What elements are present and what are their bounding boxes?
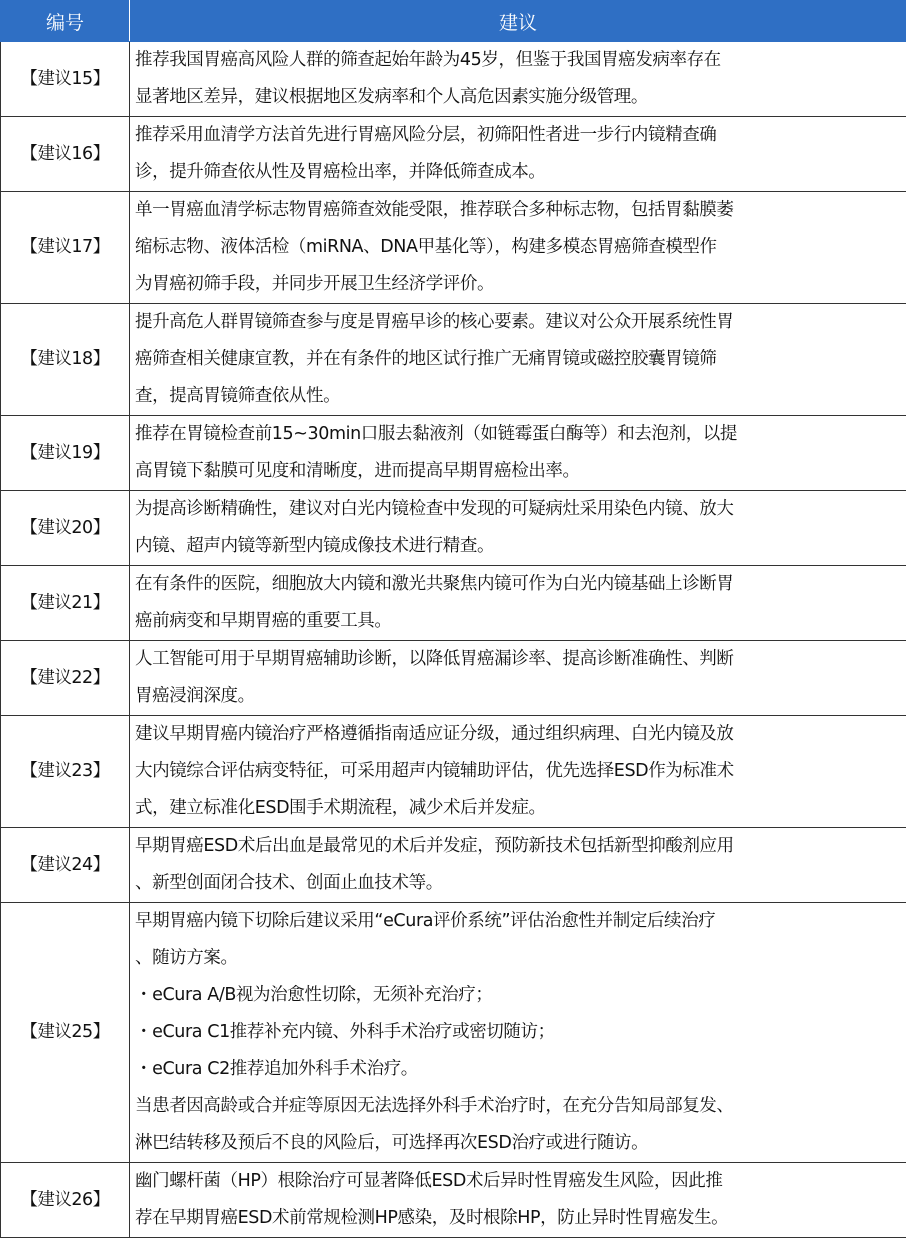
- table-row: [1, 716, 906, 828]
- text-line: 查，提高胃镜筛查依从性。: [135, 378, 902, 415]
- text-line: 早期胃癌ESD术后出血是最常见的术后并发症，预防新技术包括新型抑酸剂应用: [135, 828, 902, 865]
- recommendation-text: [130, 117, 906, 192]
- text-line: 为胃癌初筛手段，并同步开展卫生经济学评价。: [135, 266, 902, 303]
- table-row: [1, 416, 906, 491]
- text-line: 在有条件的医院，细胞放大内镜和激光共聚焦内镜可作为白光内镜基础上诊断胃: [135, 566, 902, 603]
- text-line: 为提高诊断精确性，建议对白光内镜检查中发现的可疑病灶采用染色内镜、放大: [135, 491, 902, 528]
- text-line: 式，建立标准化ESD围手术期流程，减少术后并发症。: [135, 790, 902, 827]
- table-row: [1, 566, 906, 641]
- recommendation-id: 【建议18】: [1, 304, 130, 416]
- table-row: [1, 641, 906, 716]
- recommendation-id: 【建议24】: [1, 828, 130, 903]
- table-row: [1, 304, 906, 416]
- text-line: 早期胃癌内镜下切除后建议采用“eCura评价系统”评估治愈性并制定后续治疗: [135, 903, 902, 940]
- text-line: 荐在早期胃癌ESD术前常规检测HP感染，及时根除HP，防止异时性胃癌发生。: [135, 1200, 902, 1237]
- text-line: 大内镜综合评估病变特征，可采用超声内镜辅助评估，优先选择ESD作为标准术: [135, 753, 902, 790]
- text-line: 诊，提升筛查依从性及胃癌检出率，并降低筛查成本。: [135, 154, 902, 191]
- recommendation-id: 【建议20】: [1, 491, 130, 566]
- text-line: 推荐采用血清学方法首先进行胃癌风险分层，初筛阳性者进一步行内镜精查确: [135, 117, 902, 154]
- table-row: [1, 117, 906, 192]
- text-line: 推荐在胃镜检查前15~30min口服去黏液剂（如链霉蛋白酶等）和去泡剂，以提: [135, 416, 902, 453]
- table-row: [1, 192, 906, 304]
- table-row: [1, 903, 906, 1163]
- text-line: 人工智能可用于早期胃癌辅助诊断，以降低胃癌漏诊率、提高诊断准确性、判断: [135, 641, 902, 678]
- table-row: [1, 1163, 906, 1238]
- text-line: 推荐我国胃癌高风险人群的筛查起始年龄为45岁，但鉴于我国胃癌发病率存在: [135, 42, 902, 79]
- text-line: 幽门螺杆菌（HP）根除治疗可显著降低ESD术后异时性胃癌发生风险，因此推: [135, 1163, 902, 1200]
- recommendation-id: 【建议25】: [1, 903, 130, 1163]
- recommendation-text: [130, 1163, 906, 1238]
- text-line: 癌前病变和早期胃癌的重要工具。: [135, 603, 902, 640]
- text-line: 缩标志物、液体活检（miRNA、DNA甲基化等），构建多模态胃癌筛查模型作: [135, 229, 902, 266]
- column-header-recommendation: 建议: [130, 1, 906, 42]
- recommendation-text: [130, 828, 906, 903]
- table-row: [1, 491, 906, 566]
- text-line: 当患者因高龄或合并症等原因无法选择外科手术治疗时，在充分告知局部复发、: [135, 1088, 902, 1125]
- recommendation-text: [130, 416, 906, 491]
- recommendation-text: [130, 716, 906, 828]
- text-line: 胃癌浸润深度。: [135, 678, 902, 715]
- text-line: 单一胃癌血清学标志物胃癌筛查效能受限，推荐联合多种标志物，包括胃黏膜萎: [135, 192, 902, 229]
- text-line: ・eCura A/B视为治愈性切除，无须补充治疗；: [135, 977, 902, 1014]
- text-line: 、新型创面闭合技术、创面止血技术等。: [135, 865, 902, 902]
- text-line: 高胃镜下黏膜可见度和清晰度，进而提高早期胃癌检出率。: [135, 453, 902, 490]
- table-row: [1, 42, 906, 117]
- column-header-id: 编号: [1, 1, 130, 42]
- text-line: 建议早期胃癌内镜治疗严格遵循指南适应证分级，通过组织病理、白光内镜及放: [135, 716, 902, 753]
- recommendation-text: [130, 42, 906, 117]
- text-line: 提升高危人群胃镜筛查参与度是胃癌早诊的核心要素。建议对公众开展系统性胃: [135, 304, 902, 341]
- recommendation-text: [130, 192, 906, 304]
- text-line: 淋巴结转移及预后不良的风险后，可选择再次ESD治疗或进行随访。: [135, 1125, 902, 1162]
- text-line: 显著地区差异，建议根据地区发病率和个人高危因素实施分级管理。: [135, 79, 902, 116]
- recommendation-id: 【建议19】: [1, 416, 130, 491]
- table-body: [1, 42, 906, 1238]
- recommendation-text: [130, 903, 906, 1163]
- recommendation-text: [130, 566, 906, 641]
- recommendation-id: 【建议17】: [1, 192, 130, 304]
- table-header-row: [1, 1, 906, 42]
- recommendation-id: 【建议22】: [1, 641, 130, 716]
- recommendation-text: [130, 641, 906, 716]
- recommendation-text: [130, 491, 906, 566]
- text-line: 、随访方案。: [135, 940, 902, 977]
- text-line: 癌筛查相关健康宣教，并在有条件的地区试行推广无痛胃镜或磁控胶囊胃镜筛: [135, 341, 902, 378]
- text-line: 内镜、超声内镜等新型内镜成像技术进行精查。: [135, 528, 902, 565]
- recommendation-id: 【建议16】: [1, 117, 130, 192]
- recommendation-id: 【建议23】: [1, 716, 130, 828]
- table-row: [1, 828, 906, 903]
- recommendation-id: 【建议15】: [1, 42, 130, 117]
- recommendation-id: 【建议26】: [1, 1163, 130, 1238]
- text-line: ・eCura C1推荐补充内镜、外科手术治疗或密切随访；: [135, 1014, 902, 1051]
- recommendation-text: [130, 304, 906, 416]
- recommendation-id: 【建议21】: [1, 566, 130, 641]
- text-line: ・eCura C2推荐追加外科手术治疗。: [135, 1051, 902, 1088]
